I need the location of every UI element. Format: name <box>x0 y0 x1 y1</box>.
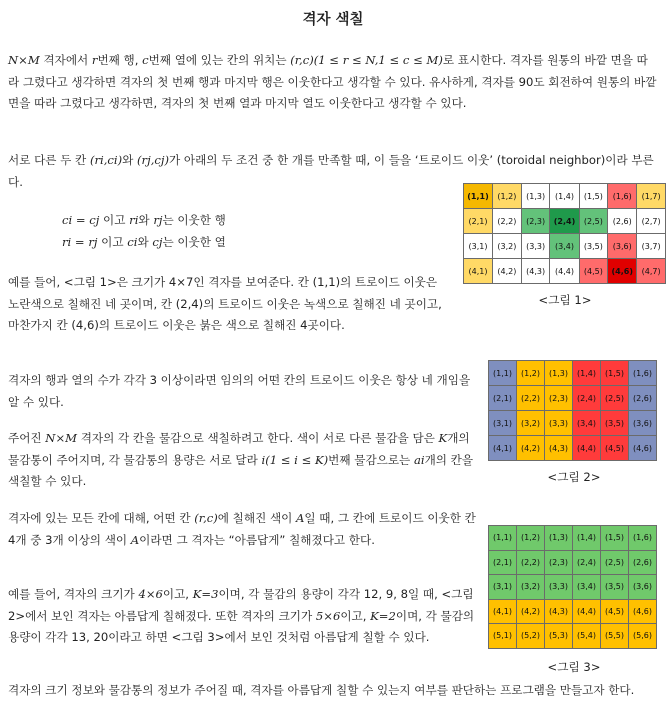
condition-1 <box>62 210 226 232</box>
grid-cell: (1,5) <box>579 184 608 209</box>
grid-cell: (1,3) <box>521 184 550 209</box>
grid-cell: (2,4) <box>550 209 579 234</box>
grid-cell: (1,7) <box>637 184 666 209</box>
grid-cell: (2,5) <box>601 386 629 411</box>
grid-cell: (3,3) <box>545 411 573 436</box>
grid-cell: (3,4) <box>573 411 601 436</box>
math: i(1 ≤ i ≤ K) <box>261 452 329 467</box>
grid-cell: (2,2) <box>517 386 545 411</box>
grid-cell: (1,4) <box>573 526 601 551</box>
grid-cell: (3,3) <box>521 234 550 259</box>
grid-row <box>489 386 657 411</box>
grid-cell: (4,7) <box>637 259 666 284</box>
grid-cell: (4,2) <box>517 436 545 461</box>
grid-cell: (1,4) <box>573 361 601 386</box>
grid-cell: (2,2) <box>493 209 522 234</box>
math: (r,c) <box>194 511 218 525</box>
grid-cell: (1,5) <box>601 526 629 551</box>
math: ci = cj <box>62 213 100 227</box>
math: rj <box>153 213 163 227</box>
grid-cell: (5,1) <box>489 624 517 649</box>
text: 는 이웃한 열 <box>162 235 226 249</box>
text: 와 <box>122 153 138 167</box>
grid-cell: (4,3) <box>545 599 573 624</box>
grid-cell: (3,2) <box>493 234 522 259</box>
figure-3-caption: <그림 3> <box>547 660 601 674</box>
grid-cell: (2,7) <box>637 209 666 234</box>
grid-cell: (2,1) <box>489 550 517 575</box>
grid-cell: (4,1) <box>489 436 517 461</box>
grid-cell: (5,3) <box>545 624 573 649</box>
grid-cell: (3,7) <box>637 234 666 259</box>
grid-cell: (5,4) <box>573 624 601 649</box>
math: ri = rj <box>62 235 98 249</box>
page-title: 격자 색칠 <box>302 12 364 28</box>
text: 로 표시한다. 격자를 원통의 바깥 면을 따라 그렸다고 생각하면 격자의 첫 번째 행과 마지막 행은 이웃한다고 생각할 수 있다. 유사하게, 격자를 90도 회전하여 원통의 바깥면을 따라 그렸다고 생각하면, 격자의 첫 번째 열과 마지막 열도 이웃한다고 생각할 수 있다. <box>8 53 657 110</box>
grid-cell: (4,3) <box>521 259 550 284</box>
grid-row <box>464 259 666 284</box>
math: ai <box>413 452 425 467</box>
grid-cell: (2,1) <box>464 209 493 234</box>
grid-cell: (4,6) <box>629 599 657 624</box>
grid-cell: (1,2) <box>517 361 545 386</box>
figure1-explanation: 예를 들어, <그림 1>은 크기가 4×7인 격자를 보여준다. 칸 (1,1)의 트로이드 이웃은 노란색으로 칠해진 네 곳이며, 칸 (2,4)의 트로이드 이웃은 녹색으로 칠해진 네 곳이고, 마찬가지 칸 (4,6)의 트로이드 이웃은 붉은 색으로 칠해진 4곳이다. <box>8 275 442 332</box>
grid-cell: (2,6) <box>629 386 657 411</box>
grid-cell: (2,1) <box>489 386 517 411</box>
math: ri <box>129 213 139 227</box>
math: c <box>142 53 149 67</box>
grid-cell: (1,3) <box>545 361 573 386</box>
text: 번째 행, <box>97 53 143 67</box>
grid-cell: (1,4) <box>550 184 579 209</box>
grid-row <box>464 234 666 259</box>
grid-cell: (2,6) <box>629 550 657 575</box>
math: K=2 <box>370 608 396 623</box>
grid-cell: (2,3) <box>521 209 550 234</box>
grid-cell: (4,5) <box>601 436 629 461</box>
grid-cell: (2,3) <box>545 386 573 411</box>
grid-cell: (4,6) <box>608 259 637 284</box>
text: 이고, <box>162 587 193 601</box>
position-range-math: (r,c)(1 ≤ r ≤ N,1 ≤ c ≤ M) <box>290 53 443 67</box>
grid-cell: (3,1) <box>489 575 517 600</box>
grid-cell: (2,6) <box>608 209 637 234</box>
grid-cell: (4,6) <box>629 436 657 461</box>
text: 이며, 각 물감의 용량이 각각 12, 9, 8일 때, <그림 2>에서 보인 격자는 아름답게 칠해졌다. 또한 격자의 크기가 <box>8 587 474 623</box>
text: 서로 다른 두 칸 <box>8 153 90 167</box>
grid-cell: (3,6) <box>629 411 657 436</box>
grid-row <box>489 361 657 386</box>
math: (rj,cj) <box>137 153 169 167</box>
math: A <box>130 532 140 547</box>
figure-2-grid <box>488 360 657 461</box>
figure-2-caption: <그림 2> <box>547 470 601 484</box>
figure-1-caption: <그림 1> <box>538 293 592 307</box>
grid-cell: (4,5) <box>601 599 629 624</box>
grid-cell: (4,5) <box>579 259 608 284</box>
grid-cell: (3,1) <box>489 411 517 436</box>
math: N×M <box>45 431 78 445</box>
text: 가 아래의 두 조건 중 한 개를 만족할 때, 이 들을 ‘트로이드 이웃’ (toroidal neighbor)이라 부른다. <box>8 153 654 189</box>
text: 와 <box>138 213 154 227</box>
grid-row <box>489 624 657 649</box>
grid-row <box>489 526 657 551</box>
text: 이고 <box>97 235 128 249</box>
grid-cell: (1,1) <box>464 184 493 209</box>
math: 4×6 <box>138 587 163 601</box>
text: 격자에 있는 모든 칸에 대해, 어떤 칸 <box>8 511 195 525</box>
grid-row <box>464 209 666 234</box>
grid-cell: (2,4) <box>573 386 601 411</box>
grid-cell: (4,3) <box>545 436 573 461</box>
text: 번째 물감으로는 <box>328 452 414 467</box>
figure-1-grid <box>463 183 666 284</box>
grid-cell: (1,1) <box>489 361 517 386</box>
grid-cell: (2,2) <box>517 550 545 575</box>
text: 격자의 각 칸을 물감으로 색칠하려고 한다. 색이 서로 다른 물감을 담은 <box>77 431 439 445</box>
grid-cell: (5,5) <box>601 624 629 649</box>
figure-3-grid <box>488 525 657 649</box>
grid-cell: (3,5) <box>579 234 608 259</box>
grid-cell: (4,1) <box>489 599 517 624</box>
grid-cell: (2,4) <box>573 550 601 575</box>
grid-cell: (3,2) <box>517 411 545 436</box>
grid-cell: (1,6) <box>608 184 637 209</box>
text: 개의 물감통이 주어지며, 각 물감통의 용량은 서로 달라 <box>8 431 470 467</box>
grid-cell: (4,2) <box>493 259 522 284</box>
examples-paragraph <box>8 584 476 649</box>
text: 주어진 <box>8 431 46 445</box>
grid-row <box>489 575 657 600</box>
math: cj <box>152 235 163 249</box>
text: 격자에서 <box>39 53 92 67</box>
text: 일 때, 그 칸에 트로이드 이웃한 칸 4개 중 3개 이상의 색이 <box>8 511 476 547</box>
text: 이며, 각 물감의 용량이 각각 13, 20이라고 하면 <그림 3>에서 보인 것처럼 아름답게 칠할 수 있다. <box>8 608 475 644</box>
grid-row <box>489 599 657 624</box>
grid-cell: (4,4) <box>573 599 601 624</box>
beautiful-definition-paragraph <box>8 508 476 551</box>
grid-cell: (1,1) <box>489 526 517 551</box>
grid-cell: (4,2) <box>517 599 545 624</box>
math: r <box>91 53 98 67</box>
intro-paragraph <box>8 50 658 115</box>
grid-cell: (1,3) <box>545 526 573 551</box>
paint-buckets-paragraph <box>8 428 476 493</box>
grid-cell: (1,2) <box>493 184 522 209</box>
grid-cell: (3,5) <box>601 575 629 600</box>
grid-cell: (3,6) <box>608 234 637 259</box>
grid-row <box>464 184 666 209</box>
grid-cell: (3,1) <box>464 234 493 259</box>
text: 에 칠해진 색이 <box>217 511 297 525</box>
grid-row <box>489 550 657 575</box>
grid-cell: (3,5) <box>601 411 629 436</box>
text: 와 <box>137 235 153 249</box>
grid-cell: (2,3) <box>545 550 573 575</box>
condition-2 <box>62 232 226 254</box>
grid-cell: (5,6) <box>629 624 657 649</box>
four-neighbors-paragraph: 격자의 행과 열의 수가 각각 3 이상이라면 임의의 어떤 칸의 트로이드 이웃은 항상 네 개임을 알 수 있다. <box>8 373 471 409</box>
grid-cell: (3,4) <box>573 575 601 600</box>
text: 이고 <box>99 213 130 227</box>
text: 예를 들어, 격자의 크기가 <box>8 587 139 601</box>
math: (ri,ci) <box>89 153 123 167</box>
grid-cell: (3,3) <box>545 575 573 600</box>
math: A <box>296 511 305 525</box>
text: 이라면 그 격자는 “아름답게” 칠해졌다고 한다. <box>139 532 375 547</box>
math: K <box>438 431 448 445</box>
grid-cell: (4,4) <box>573 436 601 461</box>
grid-cell: (3,6) <box>629 575 657 600</box>
grid-size-math: N×M <box>8 53 40 67</box>
grid-row <box>489 436 657 461</box>
grid-cell: (2,5) <box>601 550 629 575</box>
grid-cell: (1,2) <box>517 526 545 551</box>
text: 번째 열에 있는 칸의 위치는 <box>148 53 291 67</box>
math: K=3 <box>192 587 219 601</box>
math: 5×6 <box>315 608 341 623</box>
task-statement: 격자의 크기 정보와 물감통의 정보가 주어질 때, 격자를 아름답게 칠할 수 있는지 여부를 판단하는 프로그램을 만들고자 한다. <box>8 683 635 697</box>
grid-cell: (3,2) <box>517 575 545 600</box>
grid-cell: (1,6) <box>629 526 657 551</box>
grid-cell: (3,4) <box>550 234 579 259</box>
text: 이고, <box>340 608 371 623</box>
grid-cell: (4,4) <box>550 259 579 284</box>
text: 는 이웃한 행 <box>162 213 226 227</box>
grid-cell: (5,2) <box>517 624 545 649</box>
grid-cell: (1,6) <box>629 361 657 386</box>
grid-cell: (4,1) <box>464 259 493 284</box>
grid-row <box>489 411 657 436</box>
text: 개의 칸을 색칠할 수 있다. <box>8 452 474 488</box>
grid-cell: (1,5) <box>601 361 629 386</box>
grid-cell: (2,5) <box>579 209 608 234</box>
math: ci <box>127 235 138 249</box>
